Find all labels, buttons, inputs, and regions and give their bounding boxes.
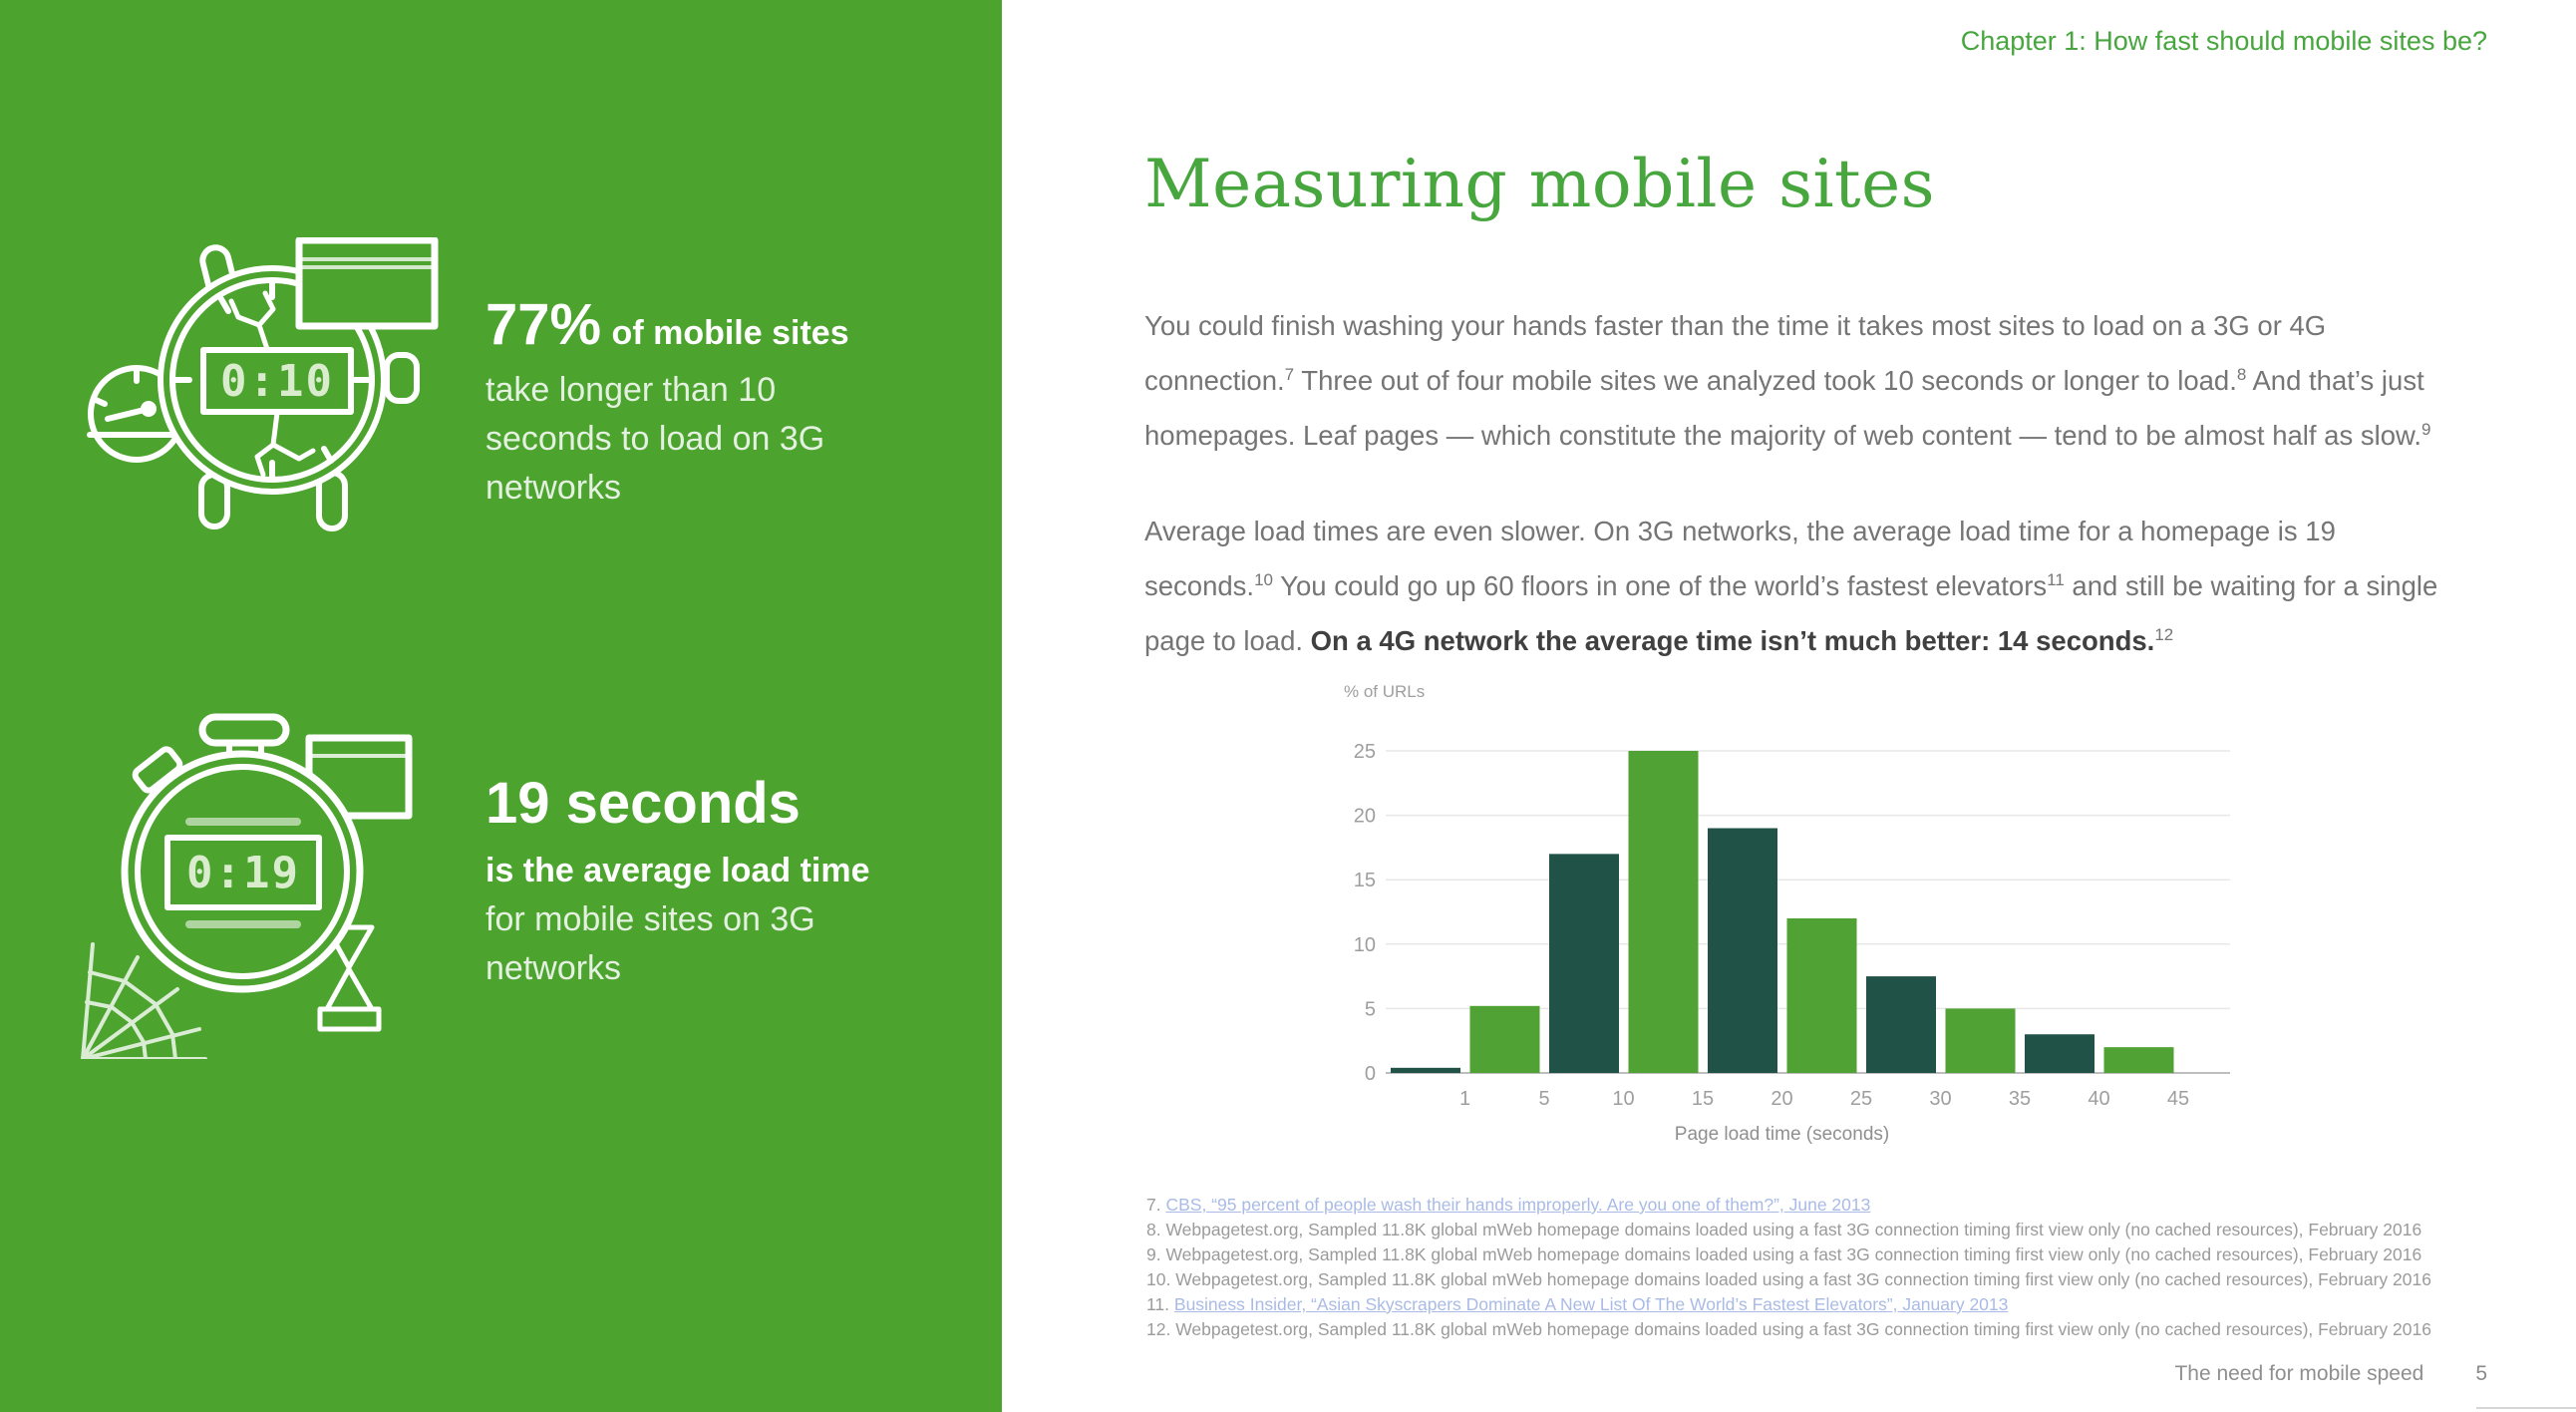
stat-description: take longer than 10 seconds to load on 3G networks [485, 371, 825, 507]
footer-label: The need for mobile speed [2174, 1362, 2424, 1385]
footnote: 12. Webpagetest.org, Sampled 11.8K global mWeb homepage domains loaded using a fast 3G connection timing first view only (no cached resources), February 2016 [1146, 1319, 2431, 1339]
footnote-text: Webpagetest.org, Sampled 11.8K global mWeb homepage domains loaded using a fast 3G connection timing first view only (no cached resources), February 2016 [1175, 1269, 2431, 1289]
page-footer [1144, 1362, 2487, 1386]
svg-text:Page load time (seconds): Page load time (seconds) [1674, 1124, 1890, 1145]
page-number: 5 [2475, 1362, 2487, 1385]
stopwatch-cobweb-icon [78, 710, 477, 1059]
load-time-histogram [1336, 681, 2243, 1170]
footnote-text: Webpagetest.org, Sampled 11.8K global mWeb homepage domains loaded using a fast 3G connection timing first view only (no cached resources), February 2016 [1175, 1319, 2431, 1339]
footnotes [1146, 1193, 2482, 1342]
footnote: 7. CBS, “95 percent of people wash their hands improperly. Are you one of them?”, June 2013 [1146, 1195, 1871, 1215]
stat-value-suffix: of mobile sites [611, 314, 849, 352]
svg-text:30: 30 [1929, 1088, 1952, 1110]
svg-text:0: 0 [1364, 1063, 1376, 1085]
corner-divider [2476, 1407, 2576, 1409]
svg-text:15: 15 [1353, 870, 1376, 892]
footnote-text: Webpagetest.org, Sampled 11.8K global mWeb homepage domains loaded using a fast 3G connection timing first view only (no cached resources), February 2016 [1165, 1244, 2422, 1264]
left-stat-panel [0, 0, 1002, 1412]
svg-text:40: 40 [2088, 1088, 2110, 1110]
chapter-heading: Chapter 1: How fast should mobile sites be? [1960, 26, 2487, 56]
footnote: 11. Business Insider, “Asian Skyscrapers Dominate A New List Of The World’s Fastest Elevators”, January 2013 [1146, 1294, 2009, 1314]
stat-bold-line: is the average load time [485, 852, 870, 889]
stat-description: for mobile sites on 3G networks [485, 900, 815, 987]
svg-text:25: 25 [1849, 1088, 1873, 1110]
body-paragraph-1: You could finish washing your hands faster than the time it takes most sites to load on a 3G or 4G connection.$^7$ Three out of four mobile sites we analyzed took 10 seconds or longer to load.$^8$ And that’s just homepages. Leaf pages — which constitute the majority of web content — tend to be almost half as slow.$^9$ [1144, 310, 2431, 452]
body-paragraph-2: Average load times are even slower. On 3G networks, the average load time for a homepage is 19 seconds.$^{10}$ You could go up 60 floors in one of the world’s fastest elevators$^{11}$ and still be waiting for a single page to load. On a 4G network the average time isn’t much better: 14 seconds.$^{12}$ [1144, 516, 2438, 657]
svg-text:45: 45 [2166, 1088, 2190, 1110]
footnote-text: Webpagetest.org, Sampled 11.8K global mWeb homepage domains loaded using a fast 3G connection timing first view only (no cached resources), February 2016 [1165, 1220, 2422, 1239]
broken-alarm-clock-icon [82, 237, 481, 566]
stat-77-percent [485, 291, 1004, 513]
svg-text:25: 25 [1353, 741, 1376, 763]
svg-text:15: 15 [1691, 1088, 1715, 1110]
svg-text:0:19: 0:19 [186, 848, 300, 898]
svg-text:10: 10 [1612, 1088, 1635, 1110]
svg-text:0:10: 0:10 [220, 356, 334, 407]
svg-text:35: 35 [2008, 1088, 2032, 1110]
stat-value: 19 seconds [485, 771, 801, 836]
footnote-link[interactable]: CBS, “95 percent of people wash their hands improperly. Are you one of them?”, June 2013 [1165, 1195, 1871, 1215]
stat-19-seconds [485, 770, 1004, 993]
histogram-svg [1336, 681, 2243, 1170]
svg-text:10: 10 [1353, 933, 1376, 956]
footnote: 9. Webpagetest.org, Sampled 11.8K global mWeb homepage domains loaded using a fast 3G connection timing first view only (no cached resources), February 2016 [1146, 1244, 2422, 1264]
page-title: Measuring mobile sites [1144, 146, 1936, 222]
svg-text:5: 5 [1538, 1088, 1550, 1110]
svg-text:20: 20 [1771, 1088, 1793, 1110]
footnote: 8. Webpagetest.org, Sampled 11.8K global mWeb homepage domains loaded using a fast 3G connection timing first view only (no cached resources), February 2016 [1146, 1220, 2422, 1239]
stat-value: 77% [485, 292, 602, 357]
svg-text:5: 5 [1364, 998, 1376, 1021]
svg-text:% of URLs: % of URLs [1344, 682, 1426, 701]
svg-text:20: 20 [1353, 805, 1376, 828]
svg-text:1: 1 [1458, 1088, 1471, 1110]
footnote: 10. Webpagetest.org, Sampled 11.8K global mWeb homepage domains loaded using a fast 3G connection timing first view only (no cached resources), February 2016 [1146, 1269, 2431, 1289]
footnote-link[interactable]: Business Insider, “Asian Skyscrapers Dominate A New List Of The World’s Fastest Elevators”, January 2013 [1173, 1294, 2009, 1314]
